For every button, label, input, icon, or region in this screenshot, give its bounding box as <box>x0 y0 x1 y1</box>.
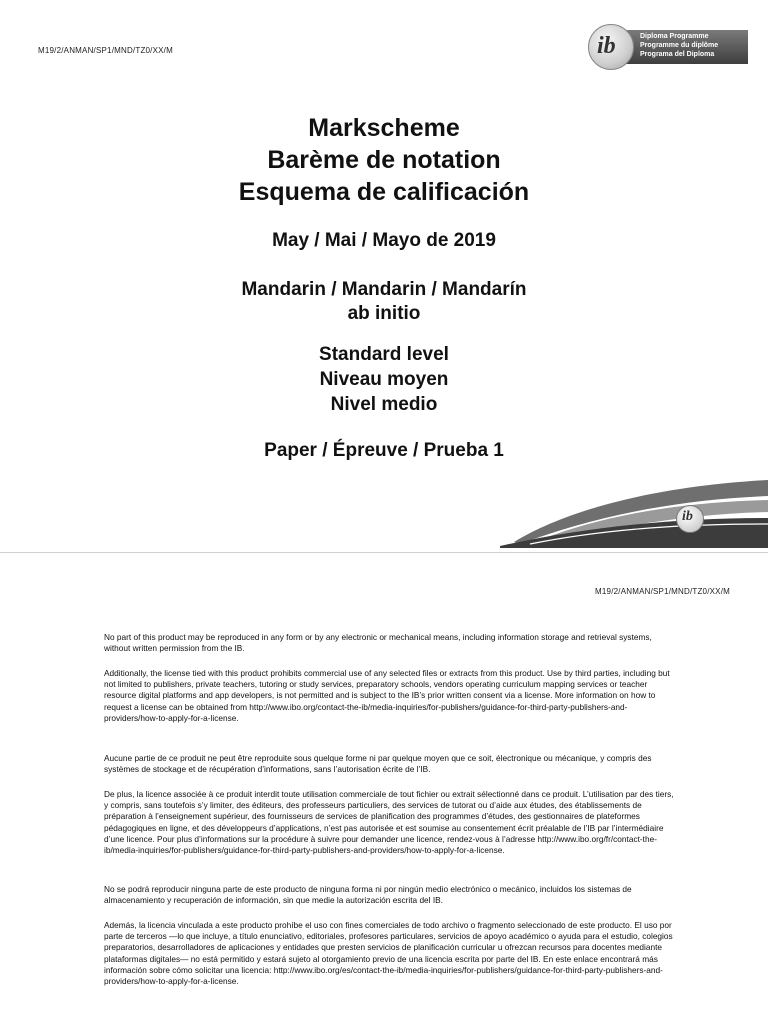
subject: Mandarin / Mandarin / Mandarín ab initio <box>241 279 527 324</box>
copyright-paragraph-fr-1: Aucune partie de ce produit ne peut être reproduite sous quelque forme ni par quelque moyen que ce soit, électronique ou mécanique, y compris des systèmes de stockage et de récupération d’informations, sans l’autorisation écrite de l’IB. <box>104 753 652 775</box>
ib-logo-mark: ib <box>597 33 616 59</box>
copyright-paragraph-en-2: Additionally, the license tied with this product prohibits commercial use of any selected files or extracts from this product. Use by third parties, including but not limited to publishers, private teachers, tutoring or study services, preparatory schools, vendors operating curriculum mapping services or teacher resource digital platforms and app developers, is not permitted and is subject to the IB’s prior written consent via a license. More information on how to request a license can be obtained from http://www.ibo.org/contact-the-ib/media-inquiries/for-publishers/guidance-for-third-party-publishers-and-providers/how-to-apply-for-a-license. <box>104 668 670 723</box>
document-code: M19/2/ANMAN/SP1/MND/TZ0/XX/M <box>595 587 730 596</box>
copyright-paragraph-en-1: No part of this product may be reproduced in any form or by any electronic or mechanical means, including information storage and retrieval systems, without written permission from the IB. <box>104 632 652 654</box>
copyright-paragraph-fr-2: De plus, la licence associée à ce produit interdit toute utilisation commerciale de tout fichier ou extrait sélectionné dans ce produit. L’utilisation par des tiers, y compris, sans toutefois s’y limiter, des éditeurs, des professeurs particuliers, des services de tutorat ou d’aide aux études, des établissements de préparation à l’enseignement supérieur, des fournisseurs de services de planification des programmes d’études, des gestionnaires de plateformes pédagogiques en ligne, et des développeurs d’applications, n’est pas autorisée et est soumise au consentement écrit préalable de l’IB par l’intermédiaire d’une licence. Pour plus d’informations sur la procédure à suivre pour demander une licence, rendez-vous à l’adresse http://www.ibo.org/fr/contact-the-ib/media-inquiries/for-publishers/guidance-for-third-party-publishers-and-providers/how-to-apply-for-a-license. <box>104 789 674 856</box>
ib-logo <box>588 24 748 70</box>
level: Standard level Niveau moyen Nivel medio <box>319 344 449 415</box>
exam-date: May / Mai / Mayo de 2019 <box>272 230 496 251</box>
paper-number: Paper / Épreuve / Prueba 1 <box>264 440 504 461</box>
copyright-page <box>0 560 768 1024</box>
ib-small-logo: ib <box>676 505 704 533</box>
copyright-paragraph-es-1: No se podrá reproducir ninguna parte de este producto de ninguna forma ni por ningún medio electrónico o mecánico, incluidos los sistemas de almacenamiento y recuperación de información, sin que medie la autorización escrita del IB. <box>104 884 632 906</box>
page-title: Markscheme Barème de notation Esquema de calificación <box>238 114 530 206</box>
copyright-paragraph-es-2: Además, la licencia vinculada a este producto prohíbe el uso con fines comerciales de todo archivo o fragmento seleccionado de este producto. El uso por parte de terceros —lo que incluye, a título enunciativo, editoriales, profesores particulares, servicios de apoyo académico o ayuda para el estudio, colegios preparatorios, desarrolladores de aplicaciones y entidades que presten servicios de planificación curricular u ofrezcan recursos para docentes mediante plataformas digitales— no está permitido y estará sujeto al otorgamiento previo de una licencia escrita por parte del IB. En este enlace encontrará más información sobre cómo solicitar una licencia: http://www.ibo.org/es/contact-the-ib/media-inquiries/for-publishers/guidance-for-third-party-publishers-and-providers/how-to-apply-for-a-license. <box>104 920 673 987</box>
programme-names: Diploma Programme Programme du diplôme Programa del Diploma <box>640 33 719 58</box>
document-code: M19/2/ANMAN/SP1/MND/TZ0/XX/M <box>38 46 173 55</box>
decorative-swoosh <box>500 478 768 548</box>
